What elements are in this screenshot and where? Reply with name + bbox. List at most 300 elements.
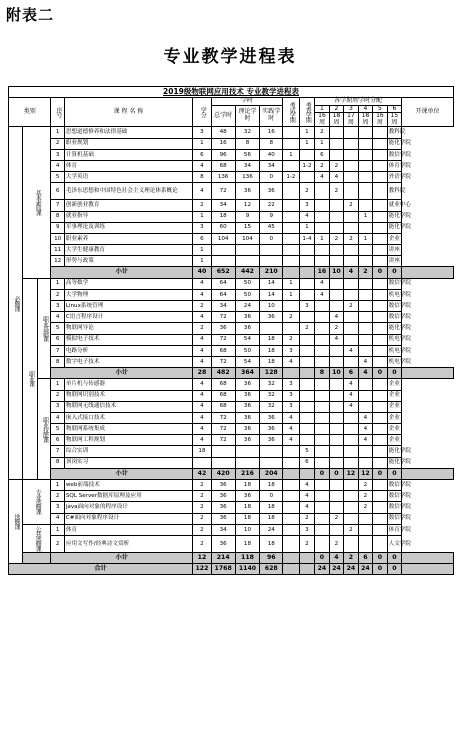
table-cell: 10 — [235, 524, 260, 535]
table-cell — [299, 356, 315, 367]
table-cell: 3 — [51, 502, 64, 513]
table-row — [9, 312, 454, 323]
attachment-label: 附表二 — [6, 6, 55, 24]
table-cell: 68 — [211, 379, 235, 390]
table-cell — [283, 160, 300, 171]
course-name: 体育 — [64, 524, 192, 535]
table-cell — [402, 468, 454, 479]
course-name: 大学生健康教育 — [64, 245, 192, 256]
table-cell: 204 — [260, 468, 283, 479]
subtotal-row — [9, 552, 454, 563]
table-cell — [329, 211, 343, 222]
table-cell — [283, 256, 300, 267]
table-cell: 32 — [260, 390, 283, 401]
table-cell: 72 — [211, 183, 235, 200]
table-cell — [344, 356, 358, 367]
table-cell: 4 — [193, 412, 212, 423]
table-cell: 8 — [315, 368, 329, 379]
table-cell: 45 — [260, 222, 283, 233]
table-cell: 1 — [299, 127, 315, 138]
table-cell: 2 — [358, 502, 372, 513]
table-cell: 2 — [344, 200, 358, 211]
table-cell — [315, 183, 329, 200]
table-cell — [358, 334, 372, 345]
course-name: 创新创业教育 — [64, 200, 192, 211]
table-cell — [329, 480, 343, 491]
table-cell: 40 — [260, 149, 283, 160]
table-cell — [344, 211, 358, 222]
table-cell — [283, 491, 300, 502]
table-cell — [329, 401, 343, 412]
table-cell — [344, 424, 358, 435]
table-cell: 6 — [193, 233, 212, 244]
course-name: 综合实训 — [64, 446, 192, 457]
table-cell — [373, 480, 387, 491]
table-cell: 18 — [193, 446, 212, 457]
table-cell: 10 — [329, 368, 343, 379]
table-cell: 32 — [235, 127, 260, 138]
table-cell: 0 — [387, 368, 401, 379]
table-row — [9, 457, 454, 468]
table-cell: 12 — [235, 200, 260, 211]
table-cell — [402, 564, 454, 575]
table-cell: 68 — [211, 390, 235, 401]
table-cell — [211, 256, 235, 267]
course-name: 高等数学 — [64, 278, 192, 289]
table-cell: 4 — [193, 435, 212, 446]
course-name: 物联网识别技术 — [64, 390, 192, 401]
table-row — [9, 245, 454, 256]
table-cell — [373, 446, 387, 457]
course-name: Linux系统管理 — [64, 301, 192, 312]
subtotal-label: 小计 — [51, 552, 193, 563]
subtotal-label: 小计 — [51, 368, 193, 379]
course-name: 顶岗实习 — [64, 457, 192, 468]
table-cell — [299, 379, 315, 390]
course-dept: 数信学院 — [387, 301, 401, 312]
table-cell: 18 — [260, 334, 283, 345]
table-cell — [344, 457, 358, 468]
table-cell: 2 — [329, 183, 343, 200]
table-cell — [283, 480, 300, 491]
table-cell — [358, 390, 372, 401]
table-cell: 4 — [283, 356, 300, 367]
sem-num: 2 — [329, 105, 343, 113]
table-cell — [358, 172, 372, 183]
course-name: 模拟电子技术 — [64, 334, 192, 345]
table-cell: 2 — [51, 138, 64, 149]
table-cell: 10 — [260, 301, 283, 312]
table-cell: 2 — [193, 301, 212, 312]
table-cell — [373, 138, 387, 149]
table-cell: 4 — [193, 334, 212, 345]
table-cell: 36 — [235, 412, 260, 423]
table-cell: 1 — [51, 480, 64, 491]
table-cell: 1 — [193, 211, 212, 222]
table-cell — [283, 301, 300, 312]
table-cell: 4 — [315, 172, 329, 183]
table-cell: 118 — [235, 552, 260, 563]
course-name: 体育 — [64, 160, 192, 171]
table-cell — [373, 172, 387, 183]
table-cell: 36 — [260, 412, 283, 423]
table-cell: 0 — [387, 552, 401, 563]
course-dept: 能化学院 — [387, 211, 401, 222]
table-cell — [283, 245, 300, 256]
table-cell — [315, 256, 329, 267]
course-dept: 数信学院 — [387, 480, 401, 491]
table-cell — [283, 222, 300, 233]
table-cell: 18 — [235, 502, 260, 513]
course-name: 毛泽东思想和中国特色社会主义理论体系概论 — [64, 183, 192, 200]
table-cell: 104 — [211, 233, 235, 244]
table-cell — [373, 312, 387, 323]
table-cell — [299, 552, 315, 563]
table-row — [9, 127, 454, 138]
table-cell — [211, 245, 235, 256]
course-dept: 体育学院 — [387, 524, 401, 535]
table-cell — [299, 312, 315, 323]
table-cell: 4 — [344, 345, 358, 356]
table-cell — [358, 379, 372, 390]
table-cell: 1 — [299, 222, 315, 233]
header-category: 类别 — [9, 98, 51, 127]
table-cell: 4 — [329, 172, 343, 183]
course-dept: 就业中心 — [387, 200, 401, 211]
table-cell: 2 — [344, 233, 358, 244]
table-cell — [358, 256, 372, 267]
table-row — [9, 138, 454, 149]
table-cell — [299, 267, 315, 278]
table-cell — [299, 256, 315, 267]
table-cell: 24 — [358, 564, 372, 575]
table-cell: 11 — [51, 245, 64, 256]
table-cell — [373, 401, 387, 412]
table-cell: 2 — [51, 535, 64, 552]
table-cell — [358, 345, 372, 356]
table-cell: 4 — [193, 401, 212, 412]
table-cell — [373, 183, 387, 200]
table-cell — [315, 245, 329, 256]
table-cell — [344, 312, 358, 323]
table-cell: 3 — [299, 301, 315, 312]
table-cell — [344, 491, 358, 502]
table-cell: 6 — [358, 552, 372, 563]
table-cell: 5 — [51, 424, 64, 435]
table-cell: 2 — [193, 480, 212, 491]
table-cell — [235, 256, 260, 267]
table-cell — [260, 256, 283, 267]
table-cell: 128 — [260, 368, 283, 379]
table-cell: 0 — [260, 172, 283, 183]
table-cell — [283, 200, 300, 211]
table-cell — [283, 552, 300, 563]
table-cell — [373, 334, 387, 345]
course-dept: 企业 — [387, 390, 401, 401]
table-cell — [358, 446, 372, 457]
table-cell — [373, 502, 387, 513]
table-cell: 4 — [315, 289, 329, 300]
table-cell: 214 — [211, 552, 235, 563]
table-cell — [235, 245, 260, 256]
table-cell: 68 — [211, 345, 235, 356]
curriculum-table — [8, 86, 454, 575]
course-name: 电路分析 — [64, 345, 192, 356]
sem-weeks: 18 周 — [358, 113, 372, 127]
table-cell: 3 — [299, 200, 315, 211]
table-cell — [344, 183, 358, 200]
table-cell — [373, 535, 387, 552]
table-row — [9, 323, 454, 334]
table-cell — [283, 524, 300, 535]
table-cell — [329, 424, 343, 435]
table-cell: 72 — [211, 435, 235, 446]
course-dept: 能化学院 — [387, 446, 401, 457]
table-cell: 420 — [211, 468, 235, 479]
table-cell — [299, 334, 315, 345]
table-cell — [315, 535, 329, 552]
table-cell: 1 — [315, 233, 329, 244]
table-cell — [299, 401, 315, 412]
table-cell — [283, 535, 300, 552]
table-cell — [358, 535, 372, 552]
table-cell: 24 — [315, 564, 329, 575]
table-cell: 2 — [329, 233, 343, 244]
course-dept: 机电学院 — [387, 356, 401, 367]
course-dept: 讲座 — [387, 256, 401, 267]
table-cell — [344, 535, 358, 552]
table-cell: 68 — [211, 160, 235, 171]
table-cell: 40 — [193, 267, 212, 278]
table-cell: 22 — [260, 200, 283, 211]
table-cell — [315, 356, 329, 367]
course-dept: 能化学院 — [387, 222, 401, 233]
table-cell: 2 — [358, 480, 372, 491]
table-cell: 32 — [260, 379, 283, 390]
table-cell: 56 — [235, 149, 260, 160]
table-cell — [358, 301, 372, 312]
header-dept: 开课单位 — [402, 98, 454, 127]
table-cell — [344, 127, 358, 138]
table-cell — [373, 301, 387, 312]
table-cell — [299, 149, 315, 160]
table-cell: 4 — [193, 390, 212, 401]
table-cell — [299, 172, 315, 183]
table-cell: 442 — [235, 267, 260, 278]
table-row — [9, 233, 454, 244]
table-cell — [299, 278, 315, 289]
table-cell — [315, 491, 329, 502]
table-cell — [193, 457, 212, 468]
table-cell — [315, 424, 329, 435]
table-cell: 1 — [51, 278, 64, 289]
table-cell: 4 — [344, 379, 358, 390]
table-cell — [283, 138, 300, 149]
table-cell — [299, 345, 315, 356]
table-cell — [344, 480, 358, 491]
table-cell: 12 — [358, 468, 372, 479]
course-dept: 企业 — [387, 412, 401, 423]
table-cell: 3 — [193, 127, 212, 138]
table-cell: 4 — [193, 312, 212, 323]
category-required: 必修课 — [9, 127, 23, 480]
table-cell: 7 — [51, 446, 64, 457]
table-row — [9, 200, 454, 211]
table-cell — [329, 502, 343, 513]
table-cell: 1 — [283, 278, 300, 289]
course-dept: 教科院 — [387, 127, 401, 138]
table-cell: 72 — [211, 312, 235, 323]
table-cell: 1 — [299, 138, 315, 149]
table-cell — [329, 345, 343, 356]
table-cell — [373, 160, 387, 171]
table-cell: 0 — [373, 267, 387, 278]
table-cell — [373, 149, 387, 160]
table-cell: 2 — [299, 535, 315, 552]
table-cell — [329, 245, 343, 256]
table-cell: 50 — [235, 278, 260, 289]
table-cell — [373, 345, 387, 356]
table-cell — [329, 200, 343, 211]
course-name: java面向对象的程序设计 — [64, 502, 192, 513]
table-cell: 18 — [260, 513, 283, 524]
table-cell — [373, 323, 387, 334]
course-dept: 数信学院 — [387, 491, 401, 502]
table-cell: 4 — [51, 412, 64, 423]
table-cell — [283, 513, 300, 524]
table-cell: 9 — [260, 211, 283, 222]
table-cell — [373, 457, 387, 468]
table-cell: 4 — [329, 334, 343, 345]
table-cell — [315, 480, 329, 491]
table-cell — [315, 502, 329, 513]
sem-num: 3 — [344, 105, 358, 113]
table-cell: 18 — [260, 345, 283, 356]
table-cell: 10 — [329, 267, 343, 278]
course-dept: 能化学院 — [387, 323, 401, 334]
category-basic: 基本素质课 — [23, 127, 51, 278]
table-cell — [315, 211, 329, 222]
table-cell: 36 — [260, 435, 283, 446]
table-row — [9, 149, 454, 160]
table-cell — [373, 491, 387, 502]
table-cell: 2 — [344, 301, 358, 312]
table-cell — [344, 334, 358, 345]
table-cell: 72 — [211, 356, 235, 367]
table-cell: 3 — [51, 149, 64, 160]
table-cell: 0 — [260, 491, 283, 502]
table-cell — [329, 256, 343, 267]
table-cell: 1768 — [211, 564, 235, 575]
table-cell: 2 — [329, 535, 343, 552]
table-cell — [373, 424, 387, 435]
table-cell: 2 — [283, 334, 300, 345]
table-cell: 136 — [235, 172, 260, 183]
table-cell — [344, 256, 358, 267]
table-cell — [358, 138, 372, 149]
table-cell: 8 — [51, 211, 64, 222]
table-row — [9, 446, 454, 457]
table-cell: 18 — [260, 502, 283, 513]
course-name: 物联网系统集成 — [64, 424, 192, 435]
course-name: 大学物理 — [64, 289, 192, 300]
course-dept: 企业 — [387, 233, 401, 244]
course-name: 大学英语 — [64, 172, 192, 183]
table-cell: 4 — [193, 356, 212, 367]
table-cell: 72 — [211, 334, 235, 345]
table-cell: 0 — [387, 267, 401, 278]
table-cell: 2 — [193, 502, 212, 513]
table-cell — [315, 334, 329, 345]
table-row — [9, 256, 454, 267]
course-dept: 数信学院 — [387, 149, 401, 160]
table-cell — [373, 245, 387, 256]
table-cell: 1-2 — [283, 172, 300, 183]
table-cell: 24 — [260, 524, 283, 535]
table-row — [9, 222, 454, 233]
table-cell — [211, 446, 235, 457]
table-cell — [329, 222, 343, 233]
table-cell — [344, 245, 358, 256]
table-cell — [283, 468, 300, 479]
table-cell: 6 — [315, 149, 329, 160]
table-cell: 2 — [329, 323, 343, 334]
category-voc-skill: 职业技能课 — [37, 379, 50, 480]
table-cell — [344, 172, 358, 183]
course-name: 计算机基础 — [64, 149, 192, 160]
table-cell — [283, 457, 300, 468]
sem-weeks: 15 周 — [387, 113, 401, 127]
table-cell — [358, 127, 372, 138]
course-name: 物联网无线通信技术 — [64, 401, 192, 412]
table-cell: 28 — [193, 368, 212, 379]
curriculum-table-container — [8, 86, 454, 575]
table-cell — [315, 301, 329, 312]
table-cell — [299, 412, 315, 423]
table-cell: 8 — [260, 138, 283, 149]
table-cell — [358, 183, 372, 200]
category-elective: 选修课 — [9, 480, 23, 564]
table-cell: 36 — [235, 401, 260, 412]
table-cell: 0 — [373, 552, 387, 563]
table-cell — [373, 435, 387, 446]
table-cell: 12 — [344, 468, 358, 479]
table-cell — [329, 301, 343, 312]
table-cell: 36 — [235, 390, 260, 401]
table-cell: 10 — [51, 233, 64, 244]
subtotal-row — [9, 468, 454, 479]
table-cell — [283, 267, 300, 278]
table-cell: 54 — [235, 356, 260, 367]
table-cell: 4 — [193, 289, 212, 300]
header-credits: 学分 — [193, 98, 212, 127]
table-cell: 104 — [235, 233, 260, 244]
header-theory-hours: 理论学时 — [235, 105, 260, 127]
table-cell: 36 — [211, 480, 235, 491]
table-cell — [329, 457, 343, 468]
table-cell: 2 — [193, 513, 212, 524]
table-cell: 4 — [329, 312, 343, 323]
table-cell — [373, 390, 387, 401]
course-name: 军事理论及训练 — [64, 222, 192, 233]
table-cell: 48 — [211, 127, 235, 138]
table-cell: 34 — [211, 524, 235, 535]
table-cell: 4 — [51, 312, 64, 323]
sem-num: 4 — [358, 105, 372, 113]
table-cell — [329, 127, 343, 138]
table-cell — [373, 412, 387, 423]
course-name: 物联网工程规划 — [64, 435, 192, 446]
